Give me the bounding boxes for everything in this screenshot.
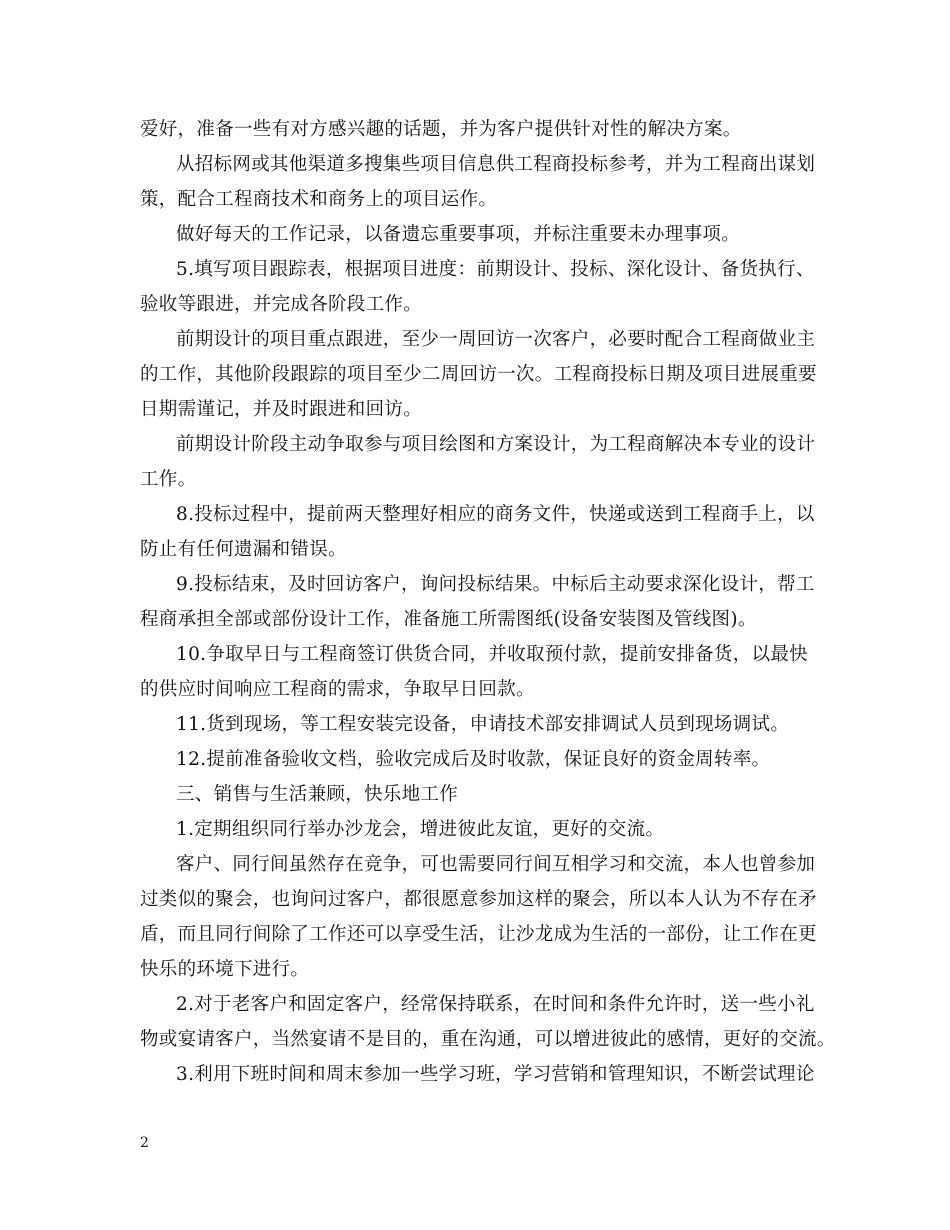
paragraph-line: 日期需谨记，并及时跟进和回访。	[140, 399, 423, 420]
paragraph-line: 过类似的聚会，也询问过客户，都很愿意参加这样的聚会，所以本人认为不存在矛	[140, 889, 817, 910]
paragraph-line: 策，配合工程商技术和商务上的项目运作。	[140, 189, 498, 210]
paragraph-line: 从招标网或其他渠道多搜集些项目信息供工程商投标参考，并为工程商出谋划	[176, 154, 816, 175]
paragraph-line: 工作。	[140, 469, 197, 490]
paragraph-line: 1.定期组织同行举办沙龙会，增进彼此友谊，更好的交流。	[176, 819, 665, 840]
paragraph-line: 10.争取早日与工程商签订供货合同，并收取预付款，提前安排备货，以最快	[176, 644, 808, 665]
paragraph-line: 快乐的环境下进行。	[140, 959, 310, 980]
paragraph-line: 前期设计阶段主动争取参与项目绘图和方案设计，为工程商解决本专业的设计	[176, 434, 816, 455]
paragraph-line: 的工作，其他阶段跟踪的项目至少二周回访一次。工程商投标日期及项目进展重要	[140, 364, 817, 385]
paragraph-line: 客户、同行间虽然存在竞争，可也需要同行间互相学习和交流，本人也曾参加	[176, 854, 816, 875]
paragraph-line: 爱好，准备一些有对方感兴趣的话题，并为客户提供针对性的解决方案。	[140, 119, 742, 140]
paragraph-line: 盾，而且同行间除了工作还可以享受生活，让沙龙成为生活的一部份，让工作在更	[140, 924, 817, 945]
paragraph-line: 5.填写项目跟踪表，根据项目进度：前期设计、投标、深化设计、备货执行、	[176, 259, 815, 280]
paragraph-line: 防止有任何遗漏和错误。	[140, 539, 347, 560]
paragraph-line: 2.对于老客户和固定客户，经常保持联系，在时间和条件允许时，送一些小礼	[176, 994, 815, 1015]
paragraph-line: 3.利用下班时间和周末参加一些学习班，学习营销和管理知识，不断尝试理论	[176, 1064, 815, 1085]
paragraph-line: 11.货到现场，等工程安装完设备，申请技术部安排调试人员到现场调试。	[176, 714, 790, 735]
paragraph-line: 程商承担全部或部份设计工作，准备施工所需图纸(设备安装图及管线图)。	[140, 609, 757, 630]
paragraph-line: 验收等跟进，并完成各阶段工作。	[140, 294, 423, 315]
page-number: 2	[140, 1135, 149, 1151]
paragraph-line: 做好每天的工作记录，以备遗忘重要事项，并标注重要未办理事项。	[176, 224, 741, 245]
paragraph-line: 9.投标结束，及时回访客户，询问投标结果。中标后主动要求深化设计，帮工	[176, 574, 815, 595]
paragraph-line: 12.提前准备验收文档，验收完成后及时收款，保证良好的资金周转率。	[176, 749, 771, 770]
paragraph-line: 的供应时间响应工程商的需求，争取早日回款。	[140, 679, 535, 700]
paragraph-line: 8.投标过程中，提前两天整理好相应的商务文件，快递或送到工程商手上，以	[176, 504, 815, 525]
paragraph-line: 物或宴请客户，当然宴请不是目的，重在沟通，可以增进彼此的感情，更好的交流。	[140, 1029, 836, 1050]
paragraph-line: 前期设计的项目重点跟进，至少一周回访一次客户，必要时配合工程商做业主	[176, 329, 816, 350]
section-heading: 三、销售与生活兼顾，快乐地工作	[176, 784, 459, 805]
